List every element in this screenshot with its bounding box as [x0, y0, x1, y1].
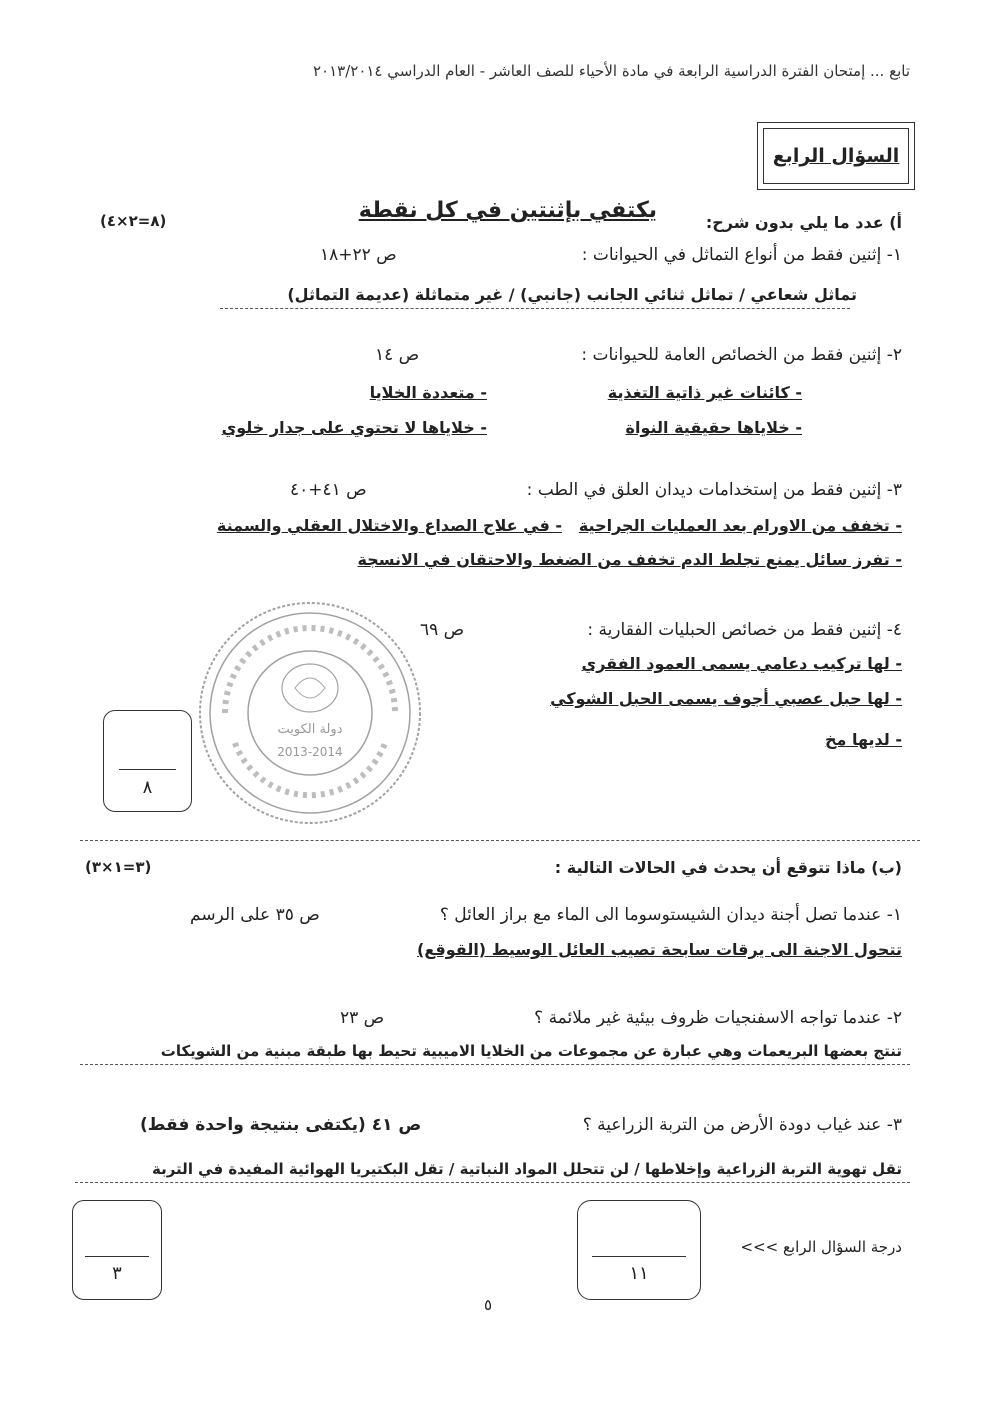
a1-answer: تماثل شعاعي / تماثل ثنائي الجانب (جانبي) / غير متماثلة (عديمة التماثل): [287, 285, 857, 304]
b2-question: ٢- عندما تواجه الاسفنجيات ظروف بيئية غير ملائمة ؟: [534, 1008, 902, 1028]
part-a-marks: (٨=٢×٤): [100, 212, 167, 230]
part-b-marks: (٣=١×٣): [85, 858, 152, 876]
a4-question: ٤- إثنين فقط من خصائص الحبليات الفقارية :: [587, 620, 902, 640]
a4-answer-1: - لها تركيب دعامي يسمى العمود الفقري: [581, 654, 902, 673]
a3-answer-3: - تفرز سائل يمنع تجلط الدم تخفف من الضغط والاحتقان في الانسجة: [357, 550, 902, 569]
b1-answer: تتحول الاجنة الى يرقات سابحة تصيب العائل الوسيط (القوقع): [417, 940, 902, 959]
b1-question: ١- عندما تصل أجنة ديدان الشيستوسوما الى الماء مع براز العائل ؟: [439, 905, 902, 925]
exam-header: تابع ... إمتحان الفترة الدراسية الرابعة في مادة الأحياء للصف العاشر - العام الدراسي ٢٠١٣/٢٠١٤: [312, 62, 910, 80]
part-b-label: (ب) ماذا تتوقع أن يحدث في الحالات التالية :: [554, 858, 902, 877]
part-a-instruction: يكتفي بإثنتين في كل نقطة: [358, 198, 657, 223]
a3-answer-2: - في علاج الصداع والاختلال العقلي والسمنة: [216, 516, 562, 535]
part-b-score: ٣: [112, 1263, 122, 1284]
seal-center-text: دولة الكويت: [277, 722, 343, 737]
part-a-score-line: [119, 769, 176, 770]
part-a-score: ٨: [142, 777, 153, 798]
total-score-line: [592, 1256, 686, 1257]
a1-reference: ص ٢٢+١٨: [320, 245, 397, 265]
question-title-box: [757, 122, 915, 190]
part-a-label: أ) عدد ما يلي بدون شرح:: [705, 213, 902, 232]
question-title: السؤال الرابع: [763, 128, 909, 184]
a3-answer-1: - تخفف من الاورام بعد العمليات الجراحية: [578, 516, 902, 535]
a1-question: ١- إثنين فقط من أنواع التماثل في الحيوانات :: [581, 245, 902, 265]
b3-reference: ص ٤١ (يكتفى بنتيجة واحدة فقط): [140, 1115, 422, 1135]
total-score: ١١: [629, 1263, 649, 1284]
b3-answer-underline: [75, 1182, 910, 1183]
b2-reference: ص ٢٣: [340, 1008, 385, 1028]
b2-answer-underline: [80, 1064, 910, 1065]
total-score-box: [577, 1200, 701, 1300]
a2-answer-4: - خلاياها لا تحتوي على جدار خلوي: [221, 418, 487, 437]
a2-reference: ص ١٤: [375, 345, 420, 365]
page-number: ٥: [484, 1296, 493, 1314]
b1-reference: ص ٣٥ على الرسم: [190, 905, 320, 925]
total-label: درجة السؤال الرابع >>>: [740, 1238, 902, 1256]
school-seal-stamp: [195, 598, 425, 828]
a4-answer-2: - لها حبل عصبي أجوف يسمى الحبل الشوكي: [550, 689, 902, 708]
a2-answer-2: - متعددة الخلايا: [369, 383, 487, 402]
a2-answer-3: - خلاياها حقيقية النواة: [625, 418, 802, 437]
a3-reference: ص ٤١+٤٠: [290, 480, 367, 500]
part-b-score-line: [85, 1256, 149, 1257]
b2-answer: تنتج بعضها البريعمات وهي عبارة عن مجموعات من الخلايا الاميبية تحيط بها طبقة مبنية من الشويكات: [160, 1042, 902, 1060]
seal-year: 2013-2014: [277, 745, 343, 759]
a4-reference: ص ٦٩: [420, 620, 465, 640]
b3-answer: تقل تهوية التربة الزراعية وإخلاطها / لن تتحلل المواد النباتية / تقل البكتيريا الهوائية المفيدة في التربة: [152, 1160, 902, 1178]
a3-question: ٣- إثنين فقط من إستخدامات ديدان العلق في الطب :: [526, 480, 902, 500]
part-a-score-box: [103, 710, 192, 812]
a1-answer-underline: [220, 308, 850, 309]
a4-answer-3: - لديها مخ: [824, 730, 902, 749]
a2-question: ٢- إثنين فقط من الخصائص العامة للحيوانات :: [581, 345, 902, 365]
part-b-score-box: [72, 1200, 162, 1300]
section-divider: [80, 840, 920, 841]
b3-question: ٣- عند غياب دودة الأرض من التربة الزراعية ؟: [582, 1115, 902, 1135]
a2-answer-1: - كائنات غير ذاتية التغذية: [607, 383, 802, 402]
